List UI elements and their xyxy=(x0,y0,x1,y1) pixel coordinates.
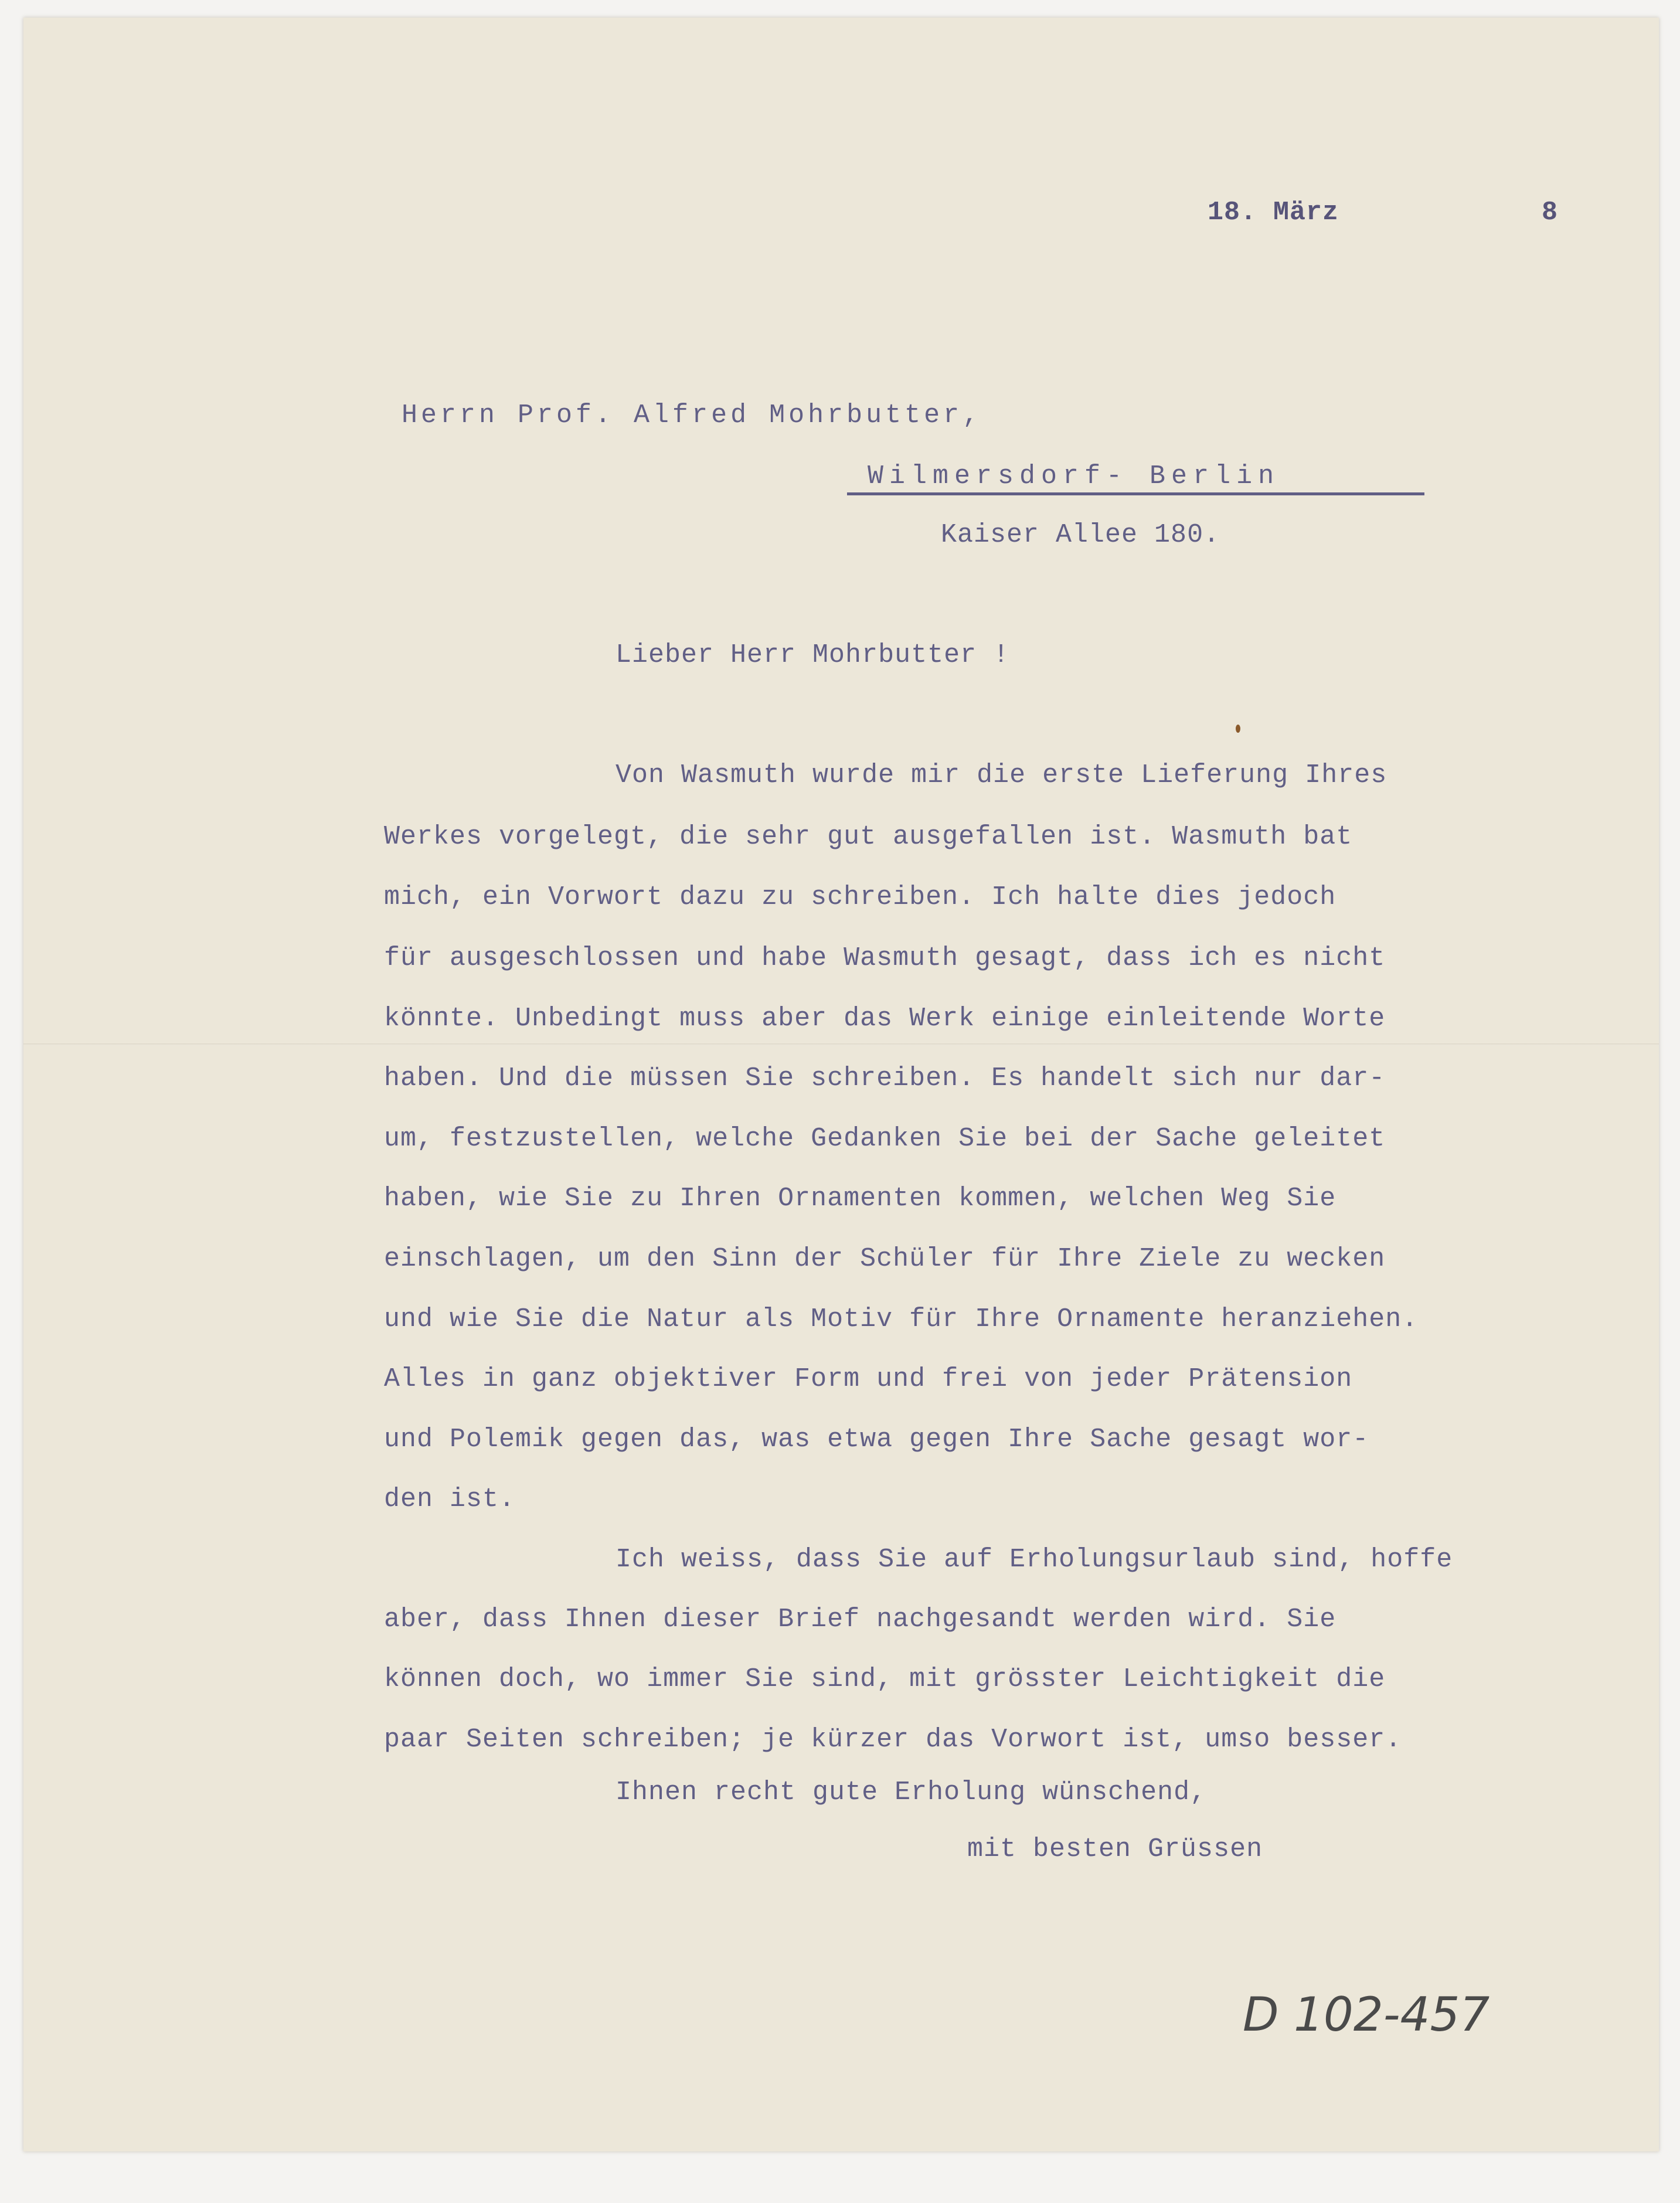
body-line: Von Wasmuth wurde mir die erste Lieferung Ihres xyxy=(615,760,1387,790)
body-line: Werkes vorgelegt, die sehr gut ausgefallen ist. Wasmuth bat xyxy=(384,822,1353,852)
body-line: um, festzustellen, welche Gedanken Sie bei der Sache geleitet xyxy=(384,1124,1386,1154)
recipient-city: Wilmersdorf- Berlin xyxy=(868,461,1280,491)
body-line: paar Seiten schreiben; je kürzer das Vorwort ist, umso besser. xyxy=(384,1725,1402,1755)
recipient-name: Herrn Prof. Alfred Mohrbutter, xyxy=(402,400,982,430)
body-line: mich, ein Vorwort dazu zu schreiben. Ich halte dies jedoch xyxy=(384,882,1336,912)
recipient-street: Kaiser Allee 180. xyxy=(941,520,1220,550)
body-line: haben, wie Sie zu Ihren Ornamenten kommen, welchen Weg Sie xyxy=(384,1184,1336,1213)
body-line: und Polemik gegen das, was etwa gegen Ihre Sache gesagt wor- xyxy=(384,1425,1369,1454)
body-line: Ich weiss, dass Sie auf Erholungsurlaub sind, hoffe xyxy=(615,1545,1453,1575)
letter-date: 18. März xyxy=(1208,198,1339,227)
body-line: können doch, wo immer Sie sind, mit grösster Leichtigkeit die xyxy=(384,1664,1386,1694)
city-underline xyxy=(847,492,1424,495)
body-line: Alles in ganz objektiver Form und frei von jeder Prätension xyxy=(384,1364,1353,1394)
body-line: für ausgeschlossen und habe Wasmuth gesagt, dass ich es nicht xyxy=(384,943,1386,973)
greeting: Lieber Herr Mohrbutter ! xyxy=(615,640,1010,670)
ink-spot xyxy=(1236,725,1240,733)
closing-line: mit besten Grüssen xyxy=(967,1834,1263,1864)
archive-number: D 102-457 xyxy=(1243,1987,1490,2042)
page-number: 8 xyxy=(1542,198,1559,227)
body-line: könnte. Unbedingt muss aber das Werk einige einleitende Worte xyxy=(384,1004,1386,1033)
body-line: haben. Und die müssen Sie schreiben. Es handelt sich nur dar- xyxy=(384,1063,1386,1093)
body-line: einschlagen, um den Sinn der Schüler für Ihre Ziele zu wecken xyxy=(384,1244,1386,1274)
closing-line: Ihnen recht gute Erholung wünschend, xyxy=(615,1777,1207,1807)
paper-fold xyxy=(23,1043,1659,1045)
body-line: den ist. xyxy=(384,1484,516,1514)
body-line: und wie Sie die Natur als Motiv für Ihre Ornamente heranziehen. xyxy=(384,1304,1419,1334)
body-line: aber, dass Ihnen dieser Brief nachgesandt werden wird. Sie xyxy=(384,1604,1336,1634)
